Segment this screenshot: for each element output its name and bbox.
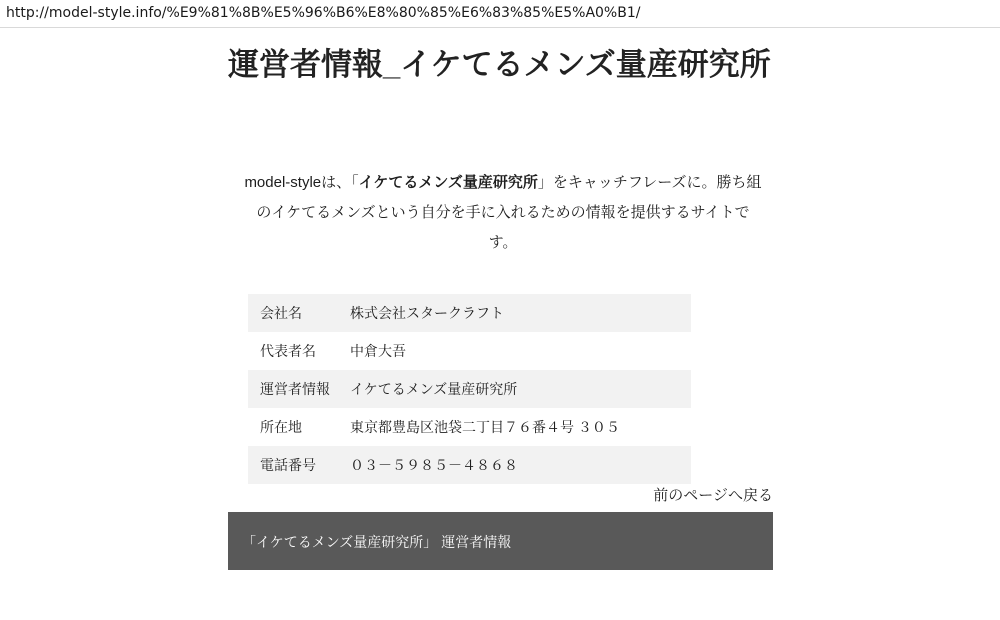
table-cell-key: 所在地 bbox=[260, 419, 302, 435]
footer-label: 「イケてるメンズ量産研究所」 運営者情報 bbox=[242, 534, 512, 550]
company-info-table bbox=[248, 294, 691, 484]
table-row bbox=[248, 408, 691, 446]
table-row bbox=[248, 294, 691, 332]
page-content bbox=[0, 28, 1000, 620]
table-cell-key: 運営者情報 bbox=[248, 370, 344, 408]
table-row bbox=[248, 446, 691, 484]
browser-url-bar[interactable]: http://model-style.info/%E9%81%8B%E5%96%B6%E8%80%85%E6%83%85%E5%A0%B1/ bbox=[0, 0, 1000, 27]
table-cell-value: 株式会社スタークラフト bbox=[344, 294, 691, 332]
page-title: 運営者情報_イケてるメンズ量産研究所 bbox=[228, 47, 771, 82]
intro-paragraph bbox=[243, 168, 763, 258]
intro-text-part2: 」をキャッチフレーズに。勝ち組のイケてるメンズという自分を手に入れるための情報を提供するサイトです。 bbox=[256, 174, 762, 251]
back-to-previous-page-link[interactable]: 前のページへ戻る bbox=[653, 487, 773, 504]
intro-text-part1: model-styleは、「 bbox=[244, 174, 359, 191]
table-row bbox=[248, 332, 691, 370]
table-cell-key: 会社名 bbox=[248, 294, 344, 332]
footer-bar bbox=[228, 512, 773, 570]
table-cell-value: ０３－５９８５－４８６８ bbox=[344, 446, 691, 484]
table-cell-key: 代表者名 bbox=[260, 343, 316, 359]
table-cell-value: 中倉大吾 bbox=[350, 343, 406, 359]
intro-text-strong: イケてるメンズ量産研究所 bbox=[358, 174, 538, 191]
table-cell-value: イケてるメンズ量産研究所 bbox=[344, 370, 691, 408]
table-cell-value: 東京都豊島区池袋二丁目７６番４号 ３０５ bbox=[350, 419, 620, 435]
table-cell-key: 電話番号 bbox=[248, 446, 344, 484]
table-row bbox=[248, 370, 691, 408]
